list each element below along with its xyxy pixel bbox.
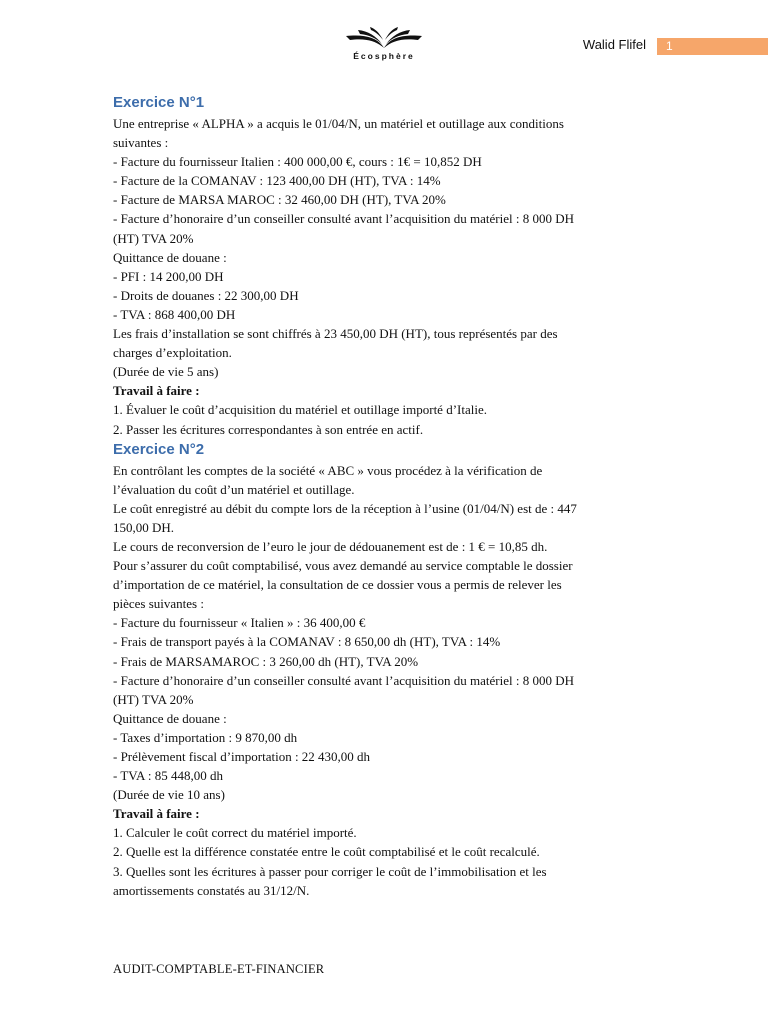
text-line: - TVA : 85 448,00 dh xyxy=(113,768,224,784)
text-line: 150,00 DH. xyxy=(113,519,175,535)
text-line: En contrôlant les comptes de la société « ABC » vous procédez à la vérification de xyxy=(113,462,543,478)
text-line: - TVA : 868 400,00 DH xyxy=(113,306,236,322)
task-item: 3. Quelles sont les écritures à passer pour corriger le coût de l’immobilisation et les xyxy=(113,863,547,879)
text-line: - Facture de MARSA MAROC : 32 460,00 DH (HT), TVA 20% xyxy=(113,192,446,208)
exercise-1-statement xyxy=(113,114,653,381)
task-item: 1. Calculer le coût correct du matériel importé. xyxy=(113,825,357,841)
text-line: Les frais d’installation se sont chiffrés à 23 450,00 DH (HT), tous représentés par des xyxy=(113,326,558,342)
text-line: - PFI : 14 200,00 DH xyxy=(113,268,224,284)
text-line: - Facture de la COMANAV : 123 400,00 DH (HT), TVA : 14% xyxy=(113,173,441,189)
ecosphere-logo xyxy=(338,26,430,72)
text-line: - Prélèvement fiscal d’importation : 22 430,00 dh xyxy=(113,749,371,764)
open-book-icon xyxy=(342,26,426,50)
text-line: - Facture du fournisseur « Italien » : 36 400,00 € xyxy=(113,615,366,631)
text-line: Une entreprise « ALPHA » a acquis le 01/04/N, un matériel et outillage aux conditions xyxy=(113,116,564,131)
page-number: 1 xyxy=(657,38,768,55)
text-line: Quittance de douane : xyxy=(113,249,227,265)
text-line: pièces suivantes : xyxy=(113,596,204,612)
text-line: Pour s’assurer du coût comptabilisé, vous avez demandé au service comptable le dossier xyxy=(113,558,573,574)
page-header xyxy=(0,0,768,80)
text-line: (Durée de vie 5 ans) xyxy=(113,364,219,380)
text-line: - Droits de douanes : 22 300,00 DH xyxy=(113,287,299,303)
logo-text: Écosphère xyxy=(353,51,415,61)
exercise-2-title: Exercice N°2 xyxy=(113,440,205,458)
text-line: d’importation de ce matériel, la consultation de ce dossier vous a permis de relever les xyxy=(113,577,562,593)
text-line: - Facture d’honoraire d’un conseiller consulté avant l’acquisition du matériel : 8 000 DH xyxy=(113,672,574,688)
text-line: l’évaluation du coût d’un matériel et outillage. xyxy=(113,481,355,497)
document-body xyxy=(113,92,653,900)
text-line: charges d’exploitation. xyxy=(113,345,232,361)
text-line: suivantes : xyxy=(113,135,169,151)
exercise-1-tasks xyxy=(113,400,653,438)
text-line: - Frais de transport payés à la COMANAV : 8 650,00 dh (HT), TVA : 14% xyxy=(113,634,501,650)
text-line: (Durée de vie 10 ans) xyxy=(113,787,225,803)
exercise-2-task-heading: Travail à faire : xyxy=(113,806,200,822)
text-line: Le cours de reconversion de l’euro le jour de dédouanement est de : 1 € = 10,85 dh. xyxy=(113,538,548,554)
text-line: Quittance de douane : xyxy=(113,710,227,726)
text-line: - Taxes d’importation : 9 870,00 dh xyxy=(113,729,298,745)
task-item: amortissements constatés au 31/12/N. xyxy=(113,882,310,898)
author-name: Walid Flifel xyxy=(582,37,646,52)
exercise-1-title: Exercice N°1 xyxy=(113,94,205,111)
exercise-2-tasks xyxy=(113,823,653,899)
task-item: 2. Quelle est la différence constatée entre le coût comptabilisé et le coût recalculé. xyxy=(113,844,540,860)
text-line: Le coût enregistré au débit du compte lors de la réception à l’usine (01/04/N) est de : 447 xyxy=(113,500,577,516)
exercise-2-statement xyxy=(113,461,653,805)
text-line: - Facture d’honoraire d’un conseiller consulté avant l’acquisition du matériel : 8 000 DH xyxy=(113,211,574,227)
text-line: - Facture du fournisseur Italien : 400 000,00 €, cours : 1€ = 10,852 DH xyxy=(113,154,482,170)
task-item: 2. Passer les écritures correspondantes à son entrée en actif. xyxy=(113,421,424,437)
page-footer: AUDIT-COMPTABLE-ET-FINANCIER xyxy=(113,962,325,976)
text-line: (HT) TVA 20% xyxy=(113,691,194,707)
task-item: 1. Évaluer le coût d’acquisition du matériel et outillage importé d’Italie. xyxy=(113,402,487,418)
text-line: (HT) TVA 20% xyxy=(113,230,194,246)
exercise-1-task-heading: Travail à faire : xyxy=(113,383,200,399)
text-line: - Frais de MARSAMAROC : 3 260,00 dh (HT), TVA 20% xyxy=(113,653,419,669)
